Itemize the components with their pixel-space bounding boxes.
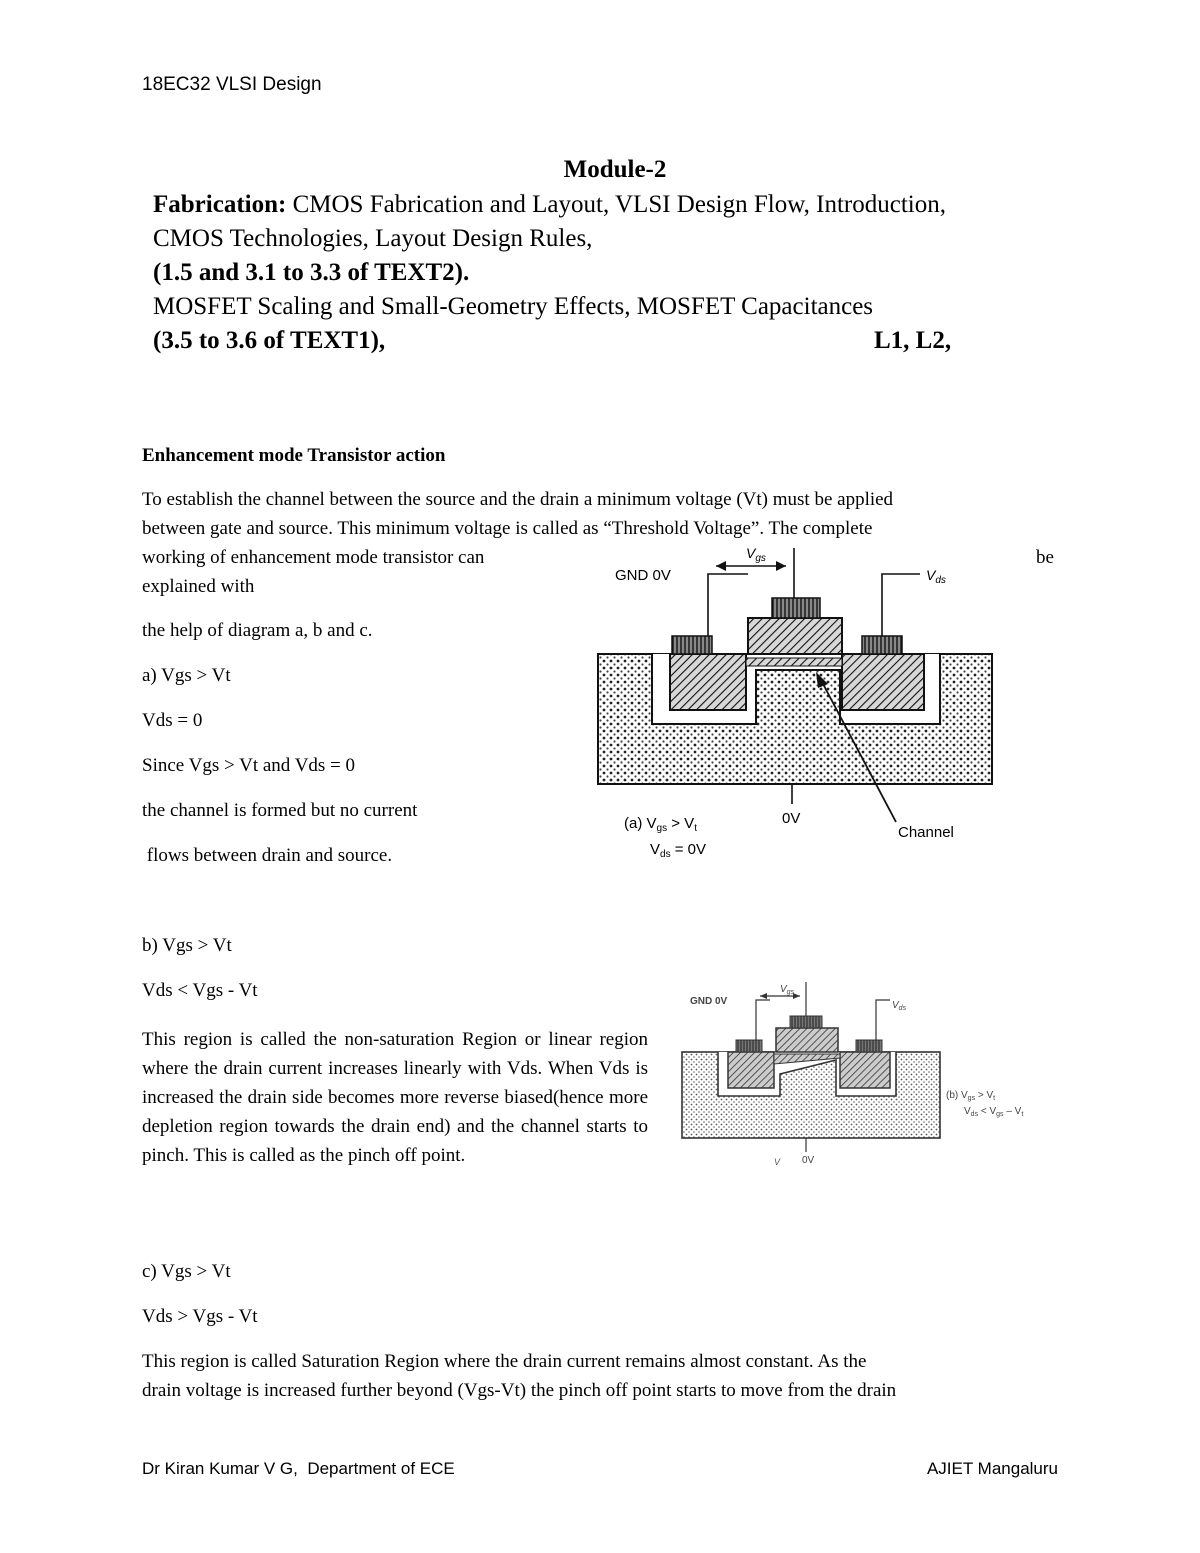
course-header: 18EC32 VLSI Design: [142, 74, 322, 95]
figure-a-caption-2: $V_{ds} = 0V$: [650, 841, 707, 860]
syllabus-fabrication-label: Fabrication:: [153, 191, 287, 218]
case-a-condition-1: a) Vgs > Vt: [142, 665, 231, 686]
syllabus-line-4: MOSFET Scaling and Small-Geometry Effects, MOSFET Capacitances: [153, 293, 874, 320]
case-a-condition-2: Vds = 0: [142, 710, 203, 731]
source-diffusion: [670, 654, 746, 710]
channel-label: Channel: [898, 824, 954, 841]
intro-line-2: between gate and source. This minimum voltage is called as “Threshold Voltage”. The complete: [142, 518, 873, 539]
source-contact: [736, 1040, 762, 1052]
case-c-line-1: This region is called Saturation Region where the drain current remains almost constant. As the: [142, 1351, 867, 1372]
drain-diffusion: [840, 1052, 890, 1088]
drain-contact: [856, 1040, 882, 1052]
v-label: V: [774, 1157, 781, 1167]
gate-oxide: [748, 618, 842, 654]
case-a-line-3: flows between drain and source.: [142, 845, 393, 866]
vds-label: $V_{ds}$: [892, 1000, 907, 1012]
case-a-line-1: Since Vgs > Vt and Vds = 0: [142, 755, 356, 776]
footer-author: Dr Kiran Kumar V G, Department of ECE: [142, 1459, 455, 1478]
zero-volt-label: 0V: [782, 810, 801, 827]
vgs-arrow-right-head: [776, 561, 786, 571]
gnd-label: GND 0V: [615, 567, 671, 584]
case-c-condition-1: c) Vgs > Vt: [142, 1261, 231, 1282]
figure-b-diagram: [680, 978, 1040, 1170]
intro-line-3-right: be: [1036, 547, 1054, 568]
source-wire: [756, 1000, 770, 1040]
channel-region: [746, 658, 842, 666]
figure-b-caption-2: $V_{ds} < V_{gs} - V_t$: [964, 1106, 1024, 1118]
intro-line-4: explained with: [142, 576, 255, 597]
figure-b-caption-1: (b) $V_{gs} > V_t$: [946, 1090, 996, 1102]
zero-volt-label: 0V: [802, 1155, 815, 1166]
intro-line-3: working of enhancement mode transistor can: [142, 547, 485, 568]
vgs-label: $V_{gs}$: [780, 984, 795, 996]
module-title: Module-2: [563, 156, 667, 183]
vgs-arrow-left-head: [760, 993, 767, 999]
figure-a-diagram: [560, 540, 1010, 870]
source-diffusion: [728, 1052, 774, 1088]
syllabus-line-5-right: L1, L2,: [874, 327, 952, 354]
syllabus-line-3: (1.5 and 3.1 to 3.3 of TEXT2).: [153, 259, 470, 286]
source-wire: [708, 574, 748, 636]
gate-oxide: [776, 1028, 838, 1052]
syllabus-line-2: CMOS Technologies, Layout Design Rules,: [153, 225, 593, 252]
syllabus-line-5-left: (3.5 to 3.6 of TEXT1),: [153, 327, 386, 354]
section-heading: Enhancement mode Transistor action: [142, 445, 446, 466]
drain-contact: [862, 636, 902, 654]
drain-wire: [876, 1000, 890, 1040]
case-b-condition-1: b) Vgs > Vt: [142, 935, 232, 956]
vgs-arrow-left-head: [716, 561, 726, 571]
source-contact: [672, 636, 712, 654]
syllabus-line-1-text: CMOS Fabrication and Layout, VLSI Design Flow, Introduction,: [286, 191, 946, 218]
drain-wire: [882, 574, 920, 636]
case-a-line-2: the channel is formed but no current: [142, 800, 418, 821]
case-b-paragraph: This region is called the non-saturation Region or linear region where the drain current increases linearly with Vds. When Vds is increased the drain side becomes more reverse biased(hence more depletion region towards the drain end) and the channel starts to pinch. This is called as the pinch off point.: [142, 1029, 648, 1166]
intro-line-1: To establish the channel between the source and the drain a minimum voltage (Vt) must be applied: [142, 489, 894, 510]
footer-institute: AJIET Mangaluru: [926, 1459, 1058, 1478]
vgs-label: $V_{gs}$: [746, 545, 766, 564]
case-c-line-2: drain voltage is increased further beyond (Vgs-Vt) the pinch off point starts to move from the drain: [142, 1380, 897, 1401]
figure-a-caption-1: (a) $V_{gs} > V_t$: [624, 815, 697, 834]
case-c-condition-2: Vds > Vgs - Vt: [142, 1306, 258, 1327]
drain-diffusion: [842, 654, 924, 710]
gnd-label: GND 0V: [690, 996, 728, 1007]
syllabus-line-1: [153, 188, 946, 222]
intro-line-5: the help of diagram a, b and c.: [142, 620, 373, 641]
gate-contact: [772, 598, 820, 618]
vds-label: $V_{ds}$: [926, 567, 946, 586]
gate-contact: [790, 1016, 822, 1028]
case-b-condition-2: Vds < Vgs - Vt: [142, 980, 258, 1001]
